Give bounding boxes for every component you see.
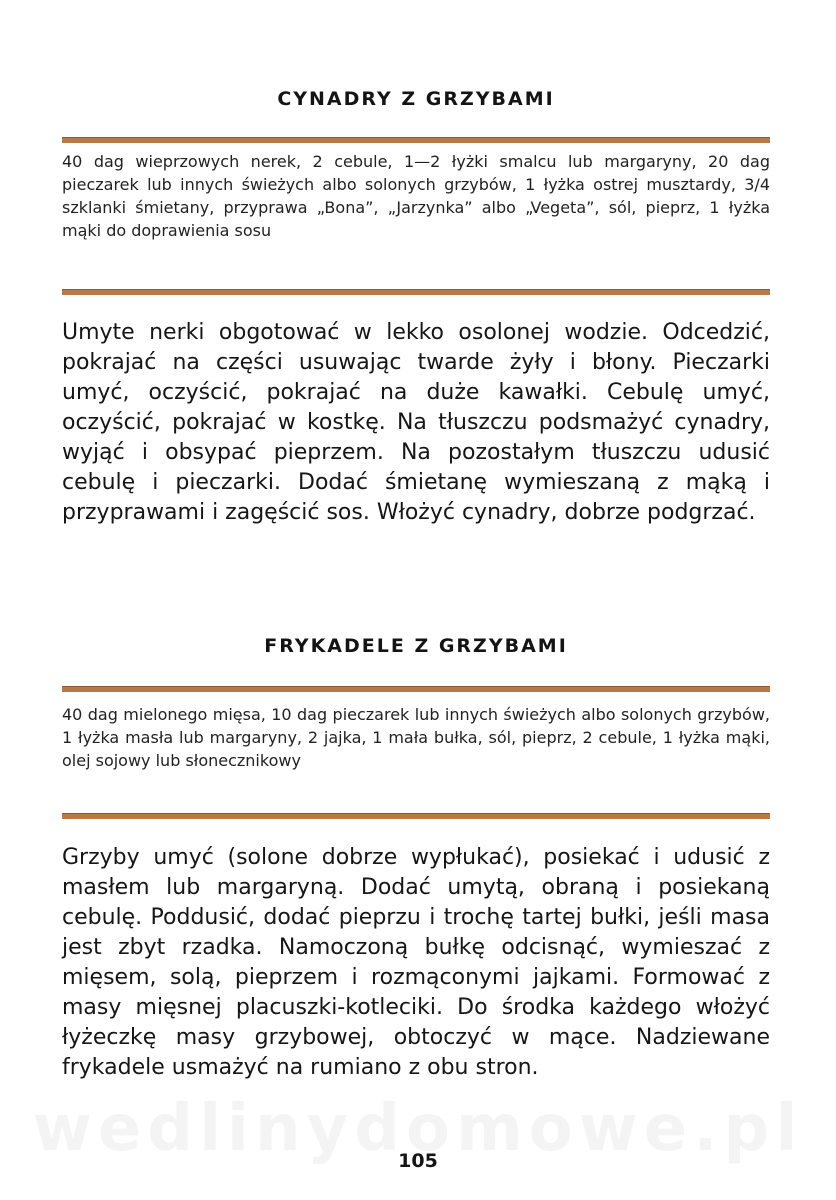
bottom-divider: [62, 289, 770, 295]
instructions-text: Grzyby umyć (solone dobrze wypłukać), posiekać i udusić z masłem lub margaryną. Dodać umytą, obraną i posiekaną cebulę. Poddusić, dodać pieprzu i trochę tartej bułki, jeśli masa jest zbyt rzadka. Namoczoną bułkę odcisnąć, wymieszać z mięsem, solą, pieprzem i rozmąconymi jajkami. Formować z masy mięsnej placuszki-kotleciki. Do środka każdego włożyć łyżeczkę masy grzybowej, obtoczyć w mące. Nadziewane frykadele usmażyć na rumiano z obu stron.: [62, 845, 770, 1080]
ingredients-list: 40 dag wieprzowych nerek, 2 cebule, 1—2 łyżki smalcu lub margaryny, 20 dag pieczarek lub innych świeżych albo solonych grzybów, 1 łyżka ostrej musztardy, 3/4 szklanki śmietany, przyprawa „Bona”, „Jarzynka” albo „Vegeta”, sól, pieprz, 1 łyżka mąki do doprawienia sosu: [62, 152, 770, 240]
instructions-text: Umyte nerki obgotować w lekko osolonej wodzie. Odcedzić, pokrajać na części usuwając twarde żyły i błony. Pieczarki umyć, oczyścić, pokrajać na duże kawałki. Cebulę umyć, oczyścić, pokrajać w kostkę. Na tłuszczu podsmażyć cynadry, wyjąć i obsypać pieprzem. Na pozostałym tłuszczu udusić cebulę i pieczarki. Dodać śmietanę wymieszaną z mąką i przyprawami i zagęścić sos. Włożyć cynadry, dobrze podgrzać.: [62, 320, 770, 525]
recipe-title: CYNADRY Z GRZYBAMI: [277, 88, 555, 110]
page-number: 105: [398, 1150, 438, 1172]
ingredients-list: 40 dag mielonego mięsa, 10 dag pieczarek lub innych świeżych albo solonych grzybów, 1 łyżka masła lub margaryny, 2 jajka, 1 mała bułka, sól, pieprz, 2 cebule, 1 łyżka mąki, olej sojowy lub słonecznikowy: [62, 705, 770, 770]
top-divider: [62, 686, 770, 692]
top-divider: [62, 137, 770, 143]
bottom-divider: [62, 813, 770, 819]
recipe-title: FRYKADELE Z GRZYBAMI: [264, 635, 568, 657]
